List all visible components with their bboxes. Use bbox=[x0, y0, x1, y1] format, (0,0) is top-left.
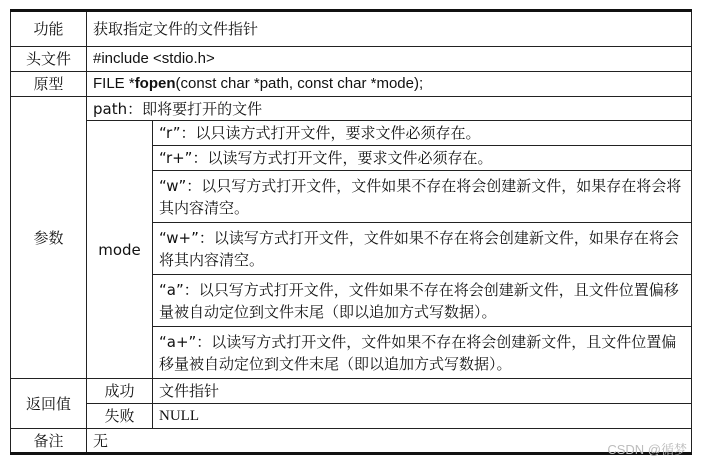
prototype-post: (const char *path, const char *mode); bbox=[175, 75, 424, 92]
row-return-success bbox=[11, 379, 692, 404]
label-header: 头文件 bbox=[11, 47, 87, 72]
value-prototype bbox=[87, 72, 692, 97]
return-fail-value: NULL bbox=[153, 404, 692, 429]
row-mode-r bbox=[11, 121, 692, 146]
param-mode-label: mode bbox=[87, 121, 153, 379]
csdn-watermark: CSDN @循梦 bbox=[607, 442, 687, 457]
value-header: #include <stdio.h> bbox=[87, 47, 692, 72]
fopen-reference-table bbox=[10, 9, 691, 460]
row-params-path bbox=[11, 97, 692, 121]
value-note: 无 bbox=[87, 429, 692, 454]
label-prototype: 原型 bbox=[11, 72, 87, 97]
mode-desc: “r+”：以读写方式打开文件，要求文件必须存在。 bbox=[153, 146, 692, 171]
mode-desc: “a+”：以读写方式打开文件，文件如果不存在将会创建新文件，且文件位置偏移量被自动定位到文件末尾（即以追加方式写数据）。 bbox=[153, 327, 692, 379]
row-note bbox=[11, 429, 692, 454]
return-fail-label: 失败 bbox=[87, 404, 153, 429]
row-prototype bbox=[11, 72, 692, 97]
prototype-pre: FILE * bbox=[93, 75, 135, 92]
label-function: 功能 bbox=[11, 11, 87, 47]
row-header bbox=[11, 47, 692, 72]
return-success-value: 文件指针 bbox=[153, 379, 692, 404]
label-note: 备注 bbox=[11, 429, 87, 454]
value-function: 获取指定文件的文件指针 bbox=[87, 11, 692, 47]
label-return: 返回值 bbox=[11, 379, 87, 429]
reference-table bbox=[10, 9, 692, 455]
label-params: 参数 bbox=[11, 97, 87, 379]
row-return-fail bbox=[11, 404, 692, 429]
mode-desc: “a”：以只写方式打开文件，文件如果不存在将会创建新文件，且文件位置偏移量被自动定位到文件末尾（即以追加方式写数据）。 bbox=[153, 275, 692, 327]
prototype-function-name: fopen bbox=[134, 75, 176, 92]
param-path-desc: path：即将要打开的文件 bbox=[87, 97, 692, 121]
mode-desc: “r”：以只读方式打开文件，要求文件必须存在。 bbox=[153, 121, 692, 146]
mode-desc: “w”：以只写方式打开文件，文件如果不存在将会创建新文件，如果存在将会将其内容清空。 bbox=[153, 171, 692, 223]
row-function bbox=[11, 11, 692, 47]
return-success-label: 成功 bbox=[87, 379, 153, 404]
mode-desc: “w+”：以读写方式打开文件，文件如果不存在将会创建新文件，如果存在将会将其内容清空。 bbox=[153, 223, 692, 275]
